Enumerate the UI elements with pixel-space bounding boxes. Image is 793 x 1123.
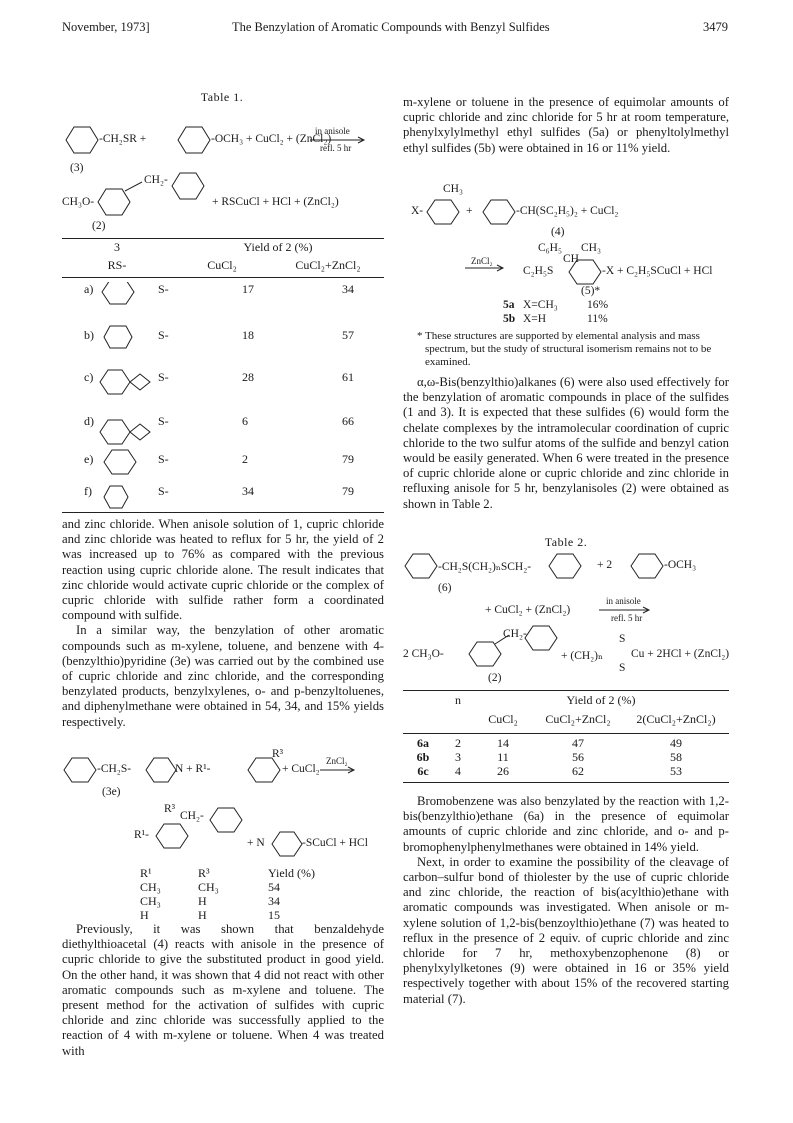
t3e-cell: H	[198, 908, 207, 922]
table1-rule-mid	[62, 277, 384, 278]
t2-cell: 53	[670, 764, 682, 778]
table-row	[403, 750, 729, 764]
t1-head-cucl2: CuCl₂	[207, 257, 237, 272]
table2-products: Cu + 2HCl + (ZnCl₂)	[631, 648, 730, 660]
t1-head-yield: Yield of 2 (%)	[243, 240, 313, 254]
t2-cell: 49	[670, 736, 682, 750]
para-next: Next, in order to examine the possibility of the cleavage of carbon–sulfur bond of thiolester by the use of cupric chloride and zinc chloride, the reaction of bis(acylthio)ethane with aromatic compounds was investigated. When anisole or m-xylene solution of 1,2-bis(benzoylthio)ethane (7) was heated to reflux in the presence of 2 equiv. of cupric chloride and zinc chloride for 7 hr, methoxybenzophenone (8) or phenylxylylketones (9) were obtained in 16 or 35% yield respectively together with about 15% of the recovered starting material (7).	[403, 854, 729, 1006]
table2-rule-bottom	[403, 782, 729, 783]
t1-row-label: d)	[84, 414, 94, 428]
table2-och3: -OCH₃	[664, 559, 697, 571]
t1-row-label: f)	[84, 484, 92, 498]
table-row	[140, 894, 340, 908]
t1-row-cucl2: 18	[242, 328, 254, 342]
t3e-cell: R¹	[140, 866, 152, 880]
t1-row-group: S-	[158, 328, 169, 342]
table2-arrow-top: in anisole	[606, 596, 641, 606]
table2-s-top: S	[619, 633, 626, 645]
scheme-4-c2h5s: C₂H₅S	[523, 265, 554, 277]
table2-ch2: CH₂-	[503, 628, 527, 640]
t2-head-mix: CuCl₂+ZnCl₂	[545, 711, 611, 726]
t1-row-cucl2: 6	[242, 414, 248, 428]
t2-cell: 47	[572, 736, 584, 750]
table2-arrow-bottom: refl. 5 hr	[611, 613, 643, 623]
table1-rule-bottom	[62, 512, 384, 513]
scheme-4-ch: CH	[563, 253, 579, 265]
compound-label-3e: (3e)	[102, 786, 121, 798]
t1-row-cucl2: 28	[242, 370, 254, 384]
t3e-cell: H	[140, 908, 149, 922]
t2-cell: 26	[497, 764, 509, 778]
row-5a: 5a	[503, 299, 515, 311]
t1-head-rs: RS-	[107, 257, 127, 272]
t1-row-label: c)	[84, 370, 94, 384]
t2-cell: 58	[670, 750, 682, 764]
row-5a-yield: 16%	[587, 299, 609, 311]
header-page-number: 3479	[703, 20, 728, 34]
table2-rule-mid	[403, 733, 729, 734]
t2-cell: 2	[455, 736, 461, 750]
t3e-cell: CH₃	[198, 880, 219, 894]
left-column-text-2	[62, 922, 384, 1059]
t1-head-3: 3	[114, 240, 120, 254]
t2-head-yield: Yield of 2 (%)	[566, 693, 636, 707]
table-row	[140, 880, 340, 894]
compound-label-5: (5)*	[581, 285, 601, 297]
t2-cell: 6c	[417, 764, 429, 778]
scheme-4-zncl2: ZnCl₂	[471, 256, 493, 266]
scheme-3e	[62, 748, 392, 868]
footnote: * These structures are supported by elemental analysis and mass spectrum, but the study of structural isomerism remains not to be examined.	[417, 330, 712, 368]
compound-label-6: (6)	[438, 582, 452, 594]
t1-row-label: e)	[84, 452, 94, 466]
scheme-benzyl-sulfide: -CH₂SR +	[99, 133, 147, 145]
table2-methoxy: 2 CH₃O-	[403, 648, 444, 660]
compound-label-4: (4)	[551, 226, 565, 238]
t1-row-group: S-	[158, 282, 169, 296]
table2-compound-label-2: (2)	[488, 672, 502, 684]
left-column-text	[62, 517, 384, 730]
t2-head-cucl2: CuCl₂	[488, 711, 518, 726]
scheme-4-plus: +	[466, 205, 473, 217]
t1-row-mix: 66	[342, 414, 354, 428]
scheme-3e-r1: N + R¹-	[175, 763, 211, 775]
scheme-3e-ch2-product: CH₂-	[180, 810, 204, 822]
scheme-4-row-5b	[403, 313, 733, 329]
t1-head-mix: CuCl₂+ZnCl₂	[295, 257, 361, 272]
para-benzylation-other: In a similar way, the benzylation of other aromatic compounds such as m-xylene, toluene, and benzene with 4-(benzylthio)pyridine (3e) was carried out by the combined use of cupric chloride and zinc chloride, and the corresponding benzylated products, benzylxylenes, o- and p-benzyltoluenes, and diphenylmethane were obtained in 54, 34, and 15% yields respectively.	[62, 623, 384, 729]
right-column-text-2	[403, 375, 729, 512]
scheme-4-x: X-	[411, 205, 424, 217]
row-5b: 5b	[503, 313, 516, 325]
table1-rule-top	[62, 238, 384, 239]
t2-head-mix2: 2(CuCl₂+ZnCl₂)	[636, 711, 716, 726]
t2-cell: 11	[497, 750, 509, 764]
t1-row-mix: 57	[342, 328, 354, 342]
t2-head-n: n	[455, 693, 461, 707]
right-column-text-1	[403, 95, 729, 156]
scheme-3e-ch2s: -CH₂S-	[97, 763, 132, 775]
t2-cell: 4	[455, 764, 461, 778]
scheme-3e-r3-product: R³	[164, 803, 176, 815]
t1-row-group: S-	[158, 370, 169, 384]
row-5a-x: X=CH₃	[523, 299, 558, 311]
t2-cell: 14	[497, 736, 509, 750]
arrow-top-label: in anisole	[315, 126, 350, 136]
t1-row-cucl2: 34	[242, 484, 254, 498]
scheme-3e-pyridine: + N	[247, 837, 265, 849]
para-mxylene: m-xylene or toluene in the presence of equimolar amounts of cupric chloride and zinc chloride for 5 hr at room temperature, phenylxylylmethyl ethyl sulfides (5a) or phenyltolylmethyl ethyl sulfides (5b) were obtained in 16 or 11% yield.	[403, 95, 729, 155]
t1-row-mix: 61	[342, 370, 354, 384]
table2-scheme	[403, 550, 733, 690]
table2	[403, 693, 729, 730]
t3e-cell: 34	[268, 894, 280, 908]
row-5b-yield: 11%	[587, 313, 608, 325]
table1	[62, 240, 384, 275]
scheme-3e-yield-table	[140, 866, 340, 922]
scheme-4-reagent: -CH(SC₂H₅)₂ + CuCl₂	[516, 205, 619, 217]
scheme-products: + RSCuCl + HCl + (ZnCl₂)	[212, 196, 339, 208]
table2-ch2n: + (CH₂)ₙ	[561, 650, 603, 662]
scheme-4-c6h5: C₆H₅	[538, 242, 562, 254]
para-bromobenzene: Bromobenzene was also benzylated by the reaction with 1,2-bis(benzylthio)ethane (6a) in the presence of equimolar amounts of cupric chloride and zinc chloride, and o- and p-bromophenylphenylmethanes were obtained in 14% yield.	[403, 794, 729, 854]
t1-row-label: a)	[84, 282, 94, 296]
table2-body	[403, 736, 729, 778]
table2-rule-top	[403, 690, 729, 691]
scheme-3e-r3: R³	[272, 748, 284, 760]
t2-cell: 3	[455, 750, 461, 764]
scheme-3e-zncl2: ZnCl₂	[326, 756, 348, 766]
t3e-cell: H	[198, 894, 207, 908]
t2-cell: 6b	[416, 750, 430, 764]
table-row	[403, 764, 729, 778]
table1-caption: Table 1.	[200, 90, 244, 104]
table2-s-bottom: S	[619, 662, 626, 674]
compound-label-3: (3)	[70, 162, 84, 174]
scheme-3e-products: -SCuCl + HCl	[302, 837, 368, 849]
scheme-3e-cucl2: + CuCl₂	[282, 763, 320, 775]
table-row	[140, 908, 340, 922]
header-date: November, 1973]	[62, 20, 150, 34]
header-title: The Benzylation of Aromatic Compounds with Benzyl Sulfides	[232, 20, 550, 34]
table2-reagents: + CuCl₂ + (ZnCl₂)	[485, 604, 571, 616]
table-row	[403, 736, 729, 750]
t1-row-label: b)	[84, 328, 94, 342]
scheme-3e-r1-product: R¹-	[134, 829, 149, 841]
scheme-4	[403, 168, 733, 318]
scheme-4-ch3: CH₃	[443, 183, 463, 195]
scheme-4-ch3b: CH₃	[581, 242, 601, 254]
table2-caption: Table 2.	[544, 535, 588, 549]
t3e-cell: Yield (%)	[268, 866, 315, 880]
t1-row-cucl2: 17	[242, 282, 254, 296]
t1-row-mix: 79	[342, 484, 354, 498]
arrow-bottom-label: refl. 5 hr	[320, 143, 352, 153]
para-bis-benzylthio: α,ω-Bis(benzylthio)alkanes (6) were also used effectively for the benzylation of aromatic compounds in place of the sulfides (1 and 3). It is expected that these sulfides (6) would form the chelate complexes by the intramolecular coordination of cupric chloride to the two sulfur atoms of the sulfide and benzyl cation would be easily generated. When 6 were treated in the presence of cupric chloride alone or cupric chloride and zinc chloride in refluxing anisole for 5 hr, benzylanisoles (2) were obtained as shown in Table 2.	[403, 375, 729, 511]
scheme-anisole-reagents: -OCH₃ + CuCl₂ + (ZnCl₂)	[211, 133, 332, 145]
t1-row-group: S-	[158, 484, 169, 498]
t1-row-mix: 79	[342, 452, 354, 466]
scheme-4-products: -X + C₂H₅SCuCl + HCl	[602, 265, 713, 277]
para-zinc-chloride: and zinc chloride. When anisole solution of 1, cupric chloride and zinc chloride was heated to reflux for 5 hr, the yield of 2 was increased up to 76% as compared with the previous reaction using cupric chloride alone. The result indicates that zinc chloride would activate cupric chloride or the complex of cupric chloride with sulfide rather form a coordinated compound with sulfide.	[62, 517, 384, 623]
t1-row-group: S-	[158, 452, 169, 466]
t1-row-cucl2: 2	[242, 452, 248, 466]
right-column-text-3	[403, 794, 729, 1007]
row-5b-x: X=H	[523, 313, 547, 325]
table2-sulfide: -CH₂S(CH₂)ₙSCH₂-	[438, 561, 532, 573]
t3e-cell: CH₃	[140, 880, 161, 894]
table1-heterocycle-rings	[62, 282, 222, 512]
para-previously: Previously, it was shown that benzaldehyde diethylthioacetal (4) reacts with anisole in the presence of cupric chloride to give the substituted product in good yield. On the other hand, it was shown that 4 did not react with other aromatic compounds such as m-xylene and toluene. The present method for the activation of sulfides with cupric chloride and zinc chloride was successfully applied to the reaction of 4 with m-xylene or toluene. When 4 was treated with	[62, 922, 384, 1058]
table1-scheme	[62, 110, 392, 220]
compound-label-2: (2)	[92, 220, 106, 232]
scheme-ch2: CH₂-	[144, 174, 168, 186]
t3e-cell: 15	[268, 908, 280, 922]
scheme-methoxy: CH₃O-	[62, 196, 95, 208]
t1-row-mix: 34	[342, 282, 354, 296]
t3e-cell: R³	[198, 866, 210, 880]
t3e-cell: CH₃	[140, 894, 161, 908]
t3e-head	[140, 866, 340, 880]
table2-plus-2: + 2	[597, 559, 613, 571]
t2-cell: 6a	[417, 736, 429, 750]
t2-cell: 56	[572, 750, 584, 764]
t1-row-group: S-	[158, 414, 169, 428]
t3e-cell: 54	[268, 880, 280, 894]
t2-cell: 62	[572, 764, 584, 778]
